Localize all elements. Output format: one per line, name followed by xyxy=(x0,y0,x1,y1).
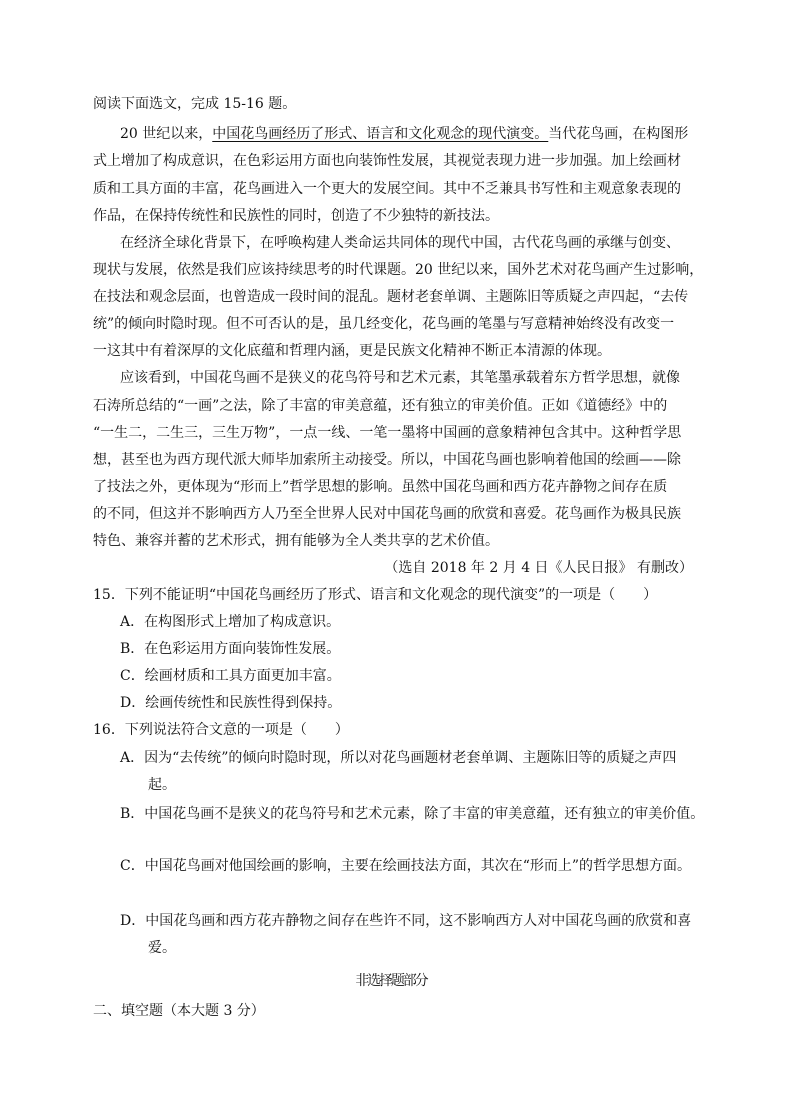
q16-option-c: C．中国花鸟画对他国绘画的影响，主要在绘画技法方面，其次在“形而上”的哲学思想方面。 xyxy=(120,858,692,874)
q16-option-b: B．中国花鸟画不是狭义的花鸟符号和艺术元素，除了丰富的审美意蕴，还有独立的审美价值。 xyxy=(120,806,705,822)
p1-pre: 20 世纪以来， xyxy=(120,126,213,142)
passage-p2-line: 一这其中有着深厚的文化底蕴和哲理内涵，更是民族文化精神不断正本清源的体现。 xyxy=(93,343,611,359)
passage-p1-line: 式上增加了构成意识，在色彩运用方面也向装饰性发展，其视觉表现力进一步加强。加上绘画材 xyxy=(93,153,681,169)
passage-p2-line: 在技法和观念层面，也曾造成一段时间的混乱。题材老套单调、主题陈旧等质疑之声四起，“去传 xyxy=(93,289,689,305)
passage-p1-line: 作品，在保持传统性和民族性的同时，创造了不少独特的新技法。 xyxy=(93,208,499,224)
q15-option-a: A．在构图形式上增加了构成意识。 xyxy=(120,614,341,630)
q16-option-a-cont: 起。 xyxy=(148,777,176,793)
passage-p3-line: 石涛所总结的“一画”之法，除了丰富的审美意蕴，还有独立的审美价值。正如《道德经》中的 xyxy=(93,398,668,414)
passage-p1-line: 质和工具方面的丰富，花鸟画进入一个更大的发展空间。其中不乏兼具书写性和主观意象表现的 xyxy=(93,181,681,197)
section-title: 非选择题部分 xyxy=(355,973,427,989)
q16-option-d-cont: 爱。 xyxy=(148,940,176,956)
passage-source: （选自 2018 年 2 月 4 日《人民日报》 有删改） xyxy=(384,560,693,576)
passage-p2-line: 在经济全球化背景下，在呼唤构建人类命运共同体的现代中国，古代花鸟画的承继与创变、 xyxy=(120,235,680,251)
q16-option-a: A．因为“去传统”的倾向时隐时现，所以对花鸟画题材老套单调、主题陈旧等的质疑之声四 xyxy=(120,750,677,766)
q16-option-d: D．中国花鸟画和西方花卉静物之间存在些许不同，这不影响西方人对中国花鸟画的欣赏和喜 xyxy=(120,913,692,929)
q15-option-c: C．绘画材质和工具方面更加丰富。 xyxy=(120,668,341,684)
q15-option-b: B．在色彩运用方面向装饰性发展。 xyxy=(120,641,341,657)
p1-post: 当代花鸟画，在构图形 xyxy=(548,126,689,142)
passage-p3-line: “一生二，二生三，三生万物”，一点一线、一笔一墨将中国画的意象精神包含其中。这种哲学思 xyxy=(93,425,682,441)
passage-p3-line: 的不同，但这并不影响西方人乃至全世界人民对中国花鸟画的欣赏和喜爱。花鸟画作为极具民族 xyxy=(93,506,681,522)
p1-underlined-sentence: 中国花鸟画经历了形式、语言和文化观念的现代演变。 xyxy=(212,126,549,142)
passage-p3-line: 应该看到，中国花鸟画不是狭义的花鸟符号和艺术元素，其笔墨承载着东方哲学思想，就像 xyxy=(120,370,680,386)
q15-option-d: D．绘画传统性和民族性得到保持。 xyxy=(120,695,342,711)
passage-p3-line: 特色、兼容并蓄的艺术形式，拥有能够为全人类共享的艺术价值。 xyxy=(93,533,499,549)
passage-p3-line: 了技法之外，更体现为“形而上”哲学思想的影响。虽然中国花鸟画和西方花卉静物之间存在质 xyxy=(93,479,668,495)
passage-p3-line: 想，甚至也为西方现代派大师毕加索所主动接受。所以，中国花鸟画也影响着他国的绘画——除 xyxy=(93,452,681,468)
reading-intro: 阅读下面选文，完成 15-16 题。 xyxy=(93,96,297,112)
section-2-heading: 二、填空题（本大题 3 分） xyxy=(93,1003,265,1019)
passage-p1-line-1 xyxy=(120,125,688,143)
passage-p2-line: 现状与发展，依然是我们应该持续思考的时代课题。20 世纪以来，国外艺术对花鸟画产生过影响， xyxy=(93,262,704,278)
passage-p2-line: 统”的倾向时隐时现。但不可否认的是，虽几经变化，花鸟画的笔墨与写意精神始终没有改变一 xyxy=(93,316,675,332)
q15-stem: 15．下列不能证明“中国花鸟画经历了形式、语言和文化观念的现代演变”的一项是（ ） xyxy=(93,587,658,603)
q16-stem: 16．下列说法符合文意的一项是（ ） xyxy=(93,722,349,738)
